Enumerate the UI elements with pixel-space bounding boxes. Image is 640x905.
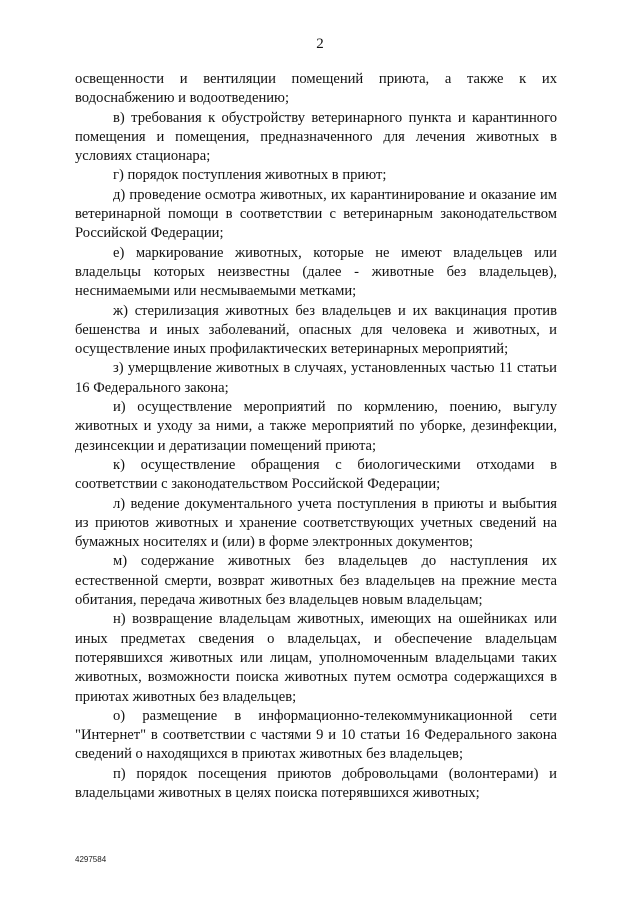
paragraph-item-k: к) осуществление обращения с биологическими отходами в соответствии с законодательством Российской Федерации; [75,456,557,493]
paragraph-continuation: освещенности и вентиляции помещений приюта, а также к их водоснабжению и водоотведению; [75,71,557,107]
document-code: 4297584 [75,855,107,864]
paragraph-item-m: м) содержание животных без владельцев до наступления их естественной смерти, возврат животных без владельцев на прежние места обитания, передача животных без владельцев новым владельцам; [75,553,557,609]
document-body [75,70,557,803]
paragraph-item-n: н) возвращение владельцам животных, имеющих на ошейниках или иных предметах сведения о владельцах, и обеспечение владельцам потерявшихся животных или лицам, уполномоченным владельцами таких животных, возможности поиска животных путем осмотра содержащихся в приютах животных без владельцев; [75,611,557,705]
paragraph-item-zh: ж) стерилизация животных без владельцев и их вакцинация против бешенства и иных заболеваний, опасных для человека и животных, и осуществление иных профилактических ветеринарных мероприятий; [75,302,557,358]
paragraph-item-i: и) осуществление мероприятий по кормлению, поению, выгулу животных и уходу за ними, а также мероприятий по уборке, дезинфекции, дезинсекции и дератизации помещений приюта; [75,399,557,454]
paragraph-item-e: е) маркирование животных, которые не имеют владельцев или владельцы которых неизвестны (далее - животные без владельцев), неснимаемыми или несмываемыми метками; [75,244,557,300]
paragraph-item-v: в) требования к обустройству ветеринарного пункта и карантинного помещения и помещения, предназначенного для лечения животных в условиях стационара; [75,109,557,165]
paragraph-item-p: п) порядок посещения приютов добровольцами (волонтерами) и владельцами животных в целях поиска потерявшихся животных; [75,765,557,801]
page-number: 2 [316,36,324,52]
paragraph-item-d: д) проведение осмотра животных, их карантинирование и оказание им ветеринарной помощи в соответствии с ветеринарным законодательством Российской Федерации; [75,186,557,242]
paragraph-item-g: г) порядок поступления животных в приют; [113,167,387,184]
paragraph-item-l: л) ведение документального учета поступления в приюты и выбытия из приютов животных и хранение соответствующих учетных сведений на бумажных носителях и (или) в форме электронных документов; [75,495,557,551]
paragraph-item-o: о) размещение в информационно-телекоммуникационной сети "Интернет" в соответствии с частями 9 и 10 статьи 16 Федерального закона сведений о находящихся в приютах животных без владельцев; [75,707,557,763]
paragraph-item-z: з) умерщвление животных в случаях, установленных частью 11 статьи 16 Федерального закона; [75,360,557,396]
